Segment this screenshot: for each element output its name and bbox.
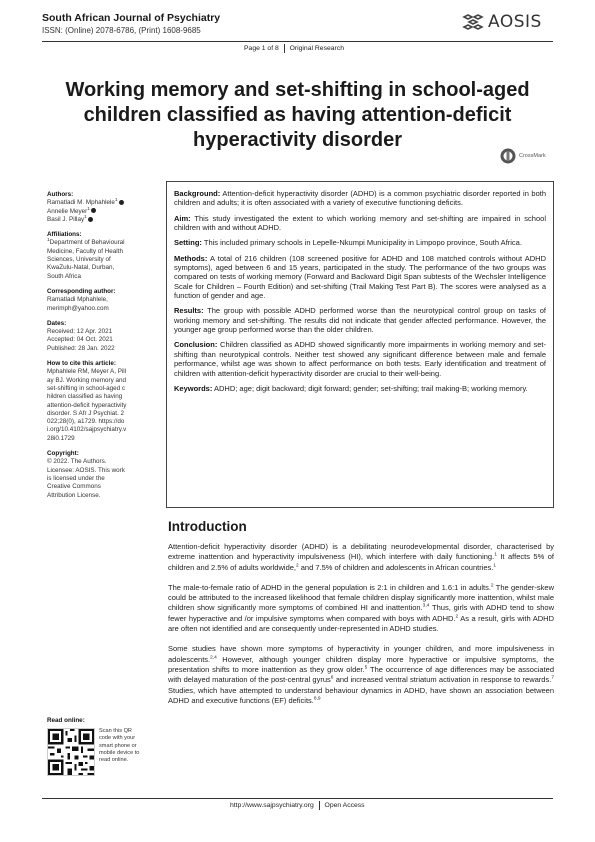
paragraph: Attention-deficit hyperactivity disorder (ADHD) is a debilitating neurodevelopmental disorder, characterised by extreme inattention and hyperactivity impulsiveness (HI), which interfere with daily functioning.$^1$ It affects 5% of children and 2.5% of adults worldwide,$^2$ and 7.5% of children and adolescents in African countries.$^1$ [168, 542, 554, 572]
authors-block [47, 191, 127, 224]
body-text [168, 542, 554, 716]
header-rule [42, 41, 553, 42]
authors-heading: Authors: [47, 191, 74, 198]
open-access-label: Open Access [324, 802, 365, 809]
footer-rule [42, 798, 553, 799]
dates-heading: Dates: [47, 319, 67, 327]
author-1: Ramatladi M. Mphahlele$^1$ [47, 199, 127, 207]
abstract-methods: Methods: A total of 216 children (108 screened positive for ADHD and 108 matched controls without ADHD symptoms), aged between 6 and 15 years, participated in the study. The performance of the two groups was compared on tests of working memory (Forward and Backward Digit Span subtests of the Wechsler Intelligence Scale for Children – Fourth Edition) and set-shifting (Trail Making Test Part B). The scores were analysed as a function of gender and age. [174, 253, 547, 301]
corresponding-email[interactable]: merimph@yahoo.com [47, 304, 109, 312]
issn: ISSN: (Online) 2078-6786, (Print) 1608-9685 [42, 26, 201, 35]
aosis-logo-icon [462, 13, 484, 31]
author-2: Annelie Meyer$^1$ [47, 208, 127, 216]
journal-name: South African Journal of Psychiatry [42, 12, 221, 24]
abstract-background: Background: Attention-deficit hyperactivity disorder (ADHD) is a common psychiatric disorder reported in both children and adults; it is often associated with a variety of executive functioning deficits. [174, 189, 546, 208]
dates-block [47, 320, 127, 353]
read-online-block [47, 717, 147, 776]
article-sidebar [47, 191, 127, 507]
publisher-logo [462, 12, 542, 32]
affiliations-block [47, 231, 127, 281]
date-accepted: Accepted: 04 Oct. 2021 [47, 336, 113, 344]
read-online-heading: Read online: [47, 717, 85, 724]
abstract-conclusion: Conclusion: Children classified as ADHD showed significantly more impairments in working memory and set-shifting than neurotypical controls. Neither test showed any significant difference between male and female performance, whilst age was shown to affect performance on both tests. Early identification and treatment of children with attention-deficit hyperactivity disorder are crucial to their well-being. [174, 340, 546, 378]
orcid-icon[interactable] [91, 208, 96, 213]
page-footer [230, 801, 365, 810]
logo-text: AOSIS [488, 12, 542, 32]
page-header [244, 44, 344, 53]
copyright-block [47, 450, 127, 500]
cite-text: Mphahlele RM, Meyer A, Pillay BJ. Working memory and set-shifting in school-aged children classified as having attention-deficit hyperactivity disorder. S Afr J Psychiat. 2022;28(0), a1729. https://doi.org/10.4102/sajpsychiatry.v28i0.1729 [47, 368, 127, 442]
cite-block [47, 360, 127, 443]
corresponding-block [47, 288, 127, 313]
qr-box [47, 728, 147, 776]
crossmark-badge[interactable] [500, 148, 546, 164]
abstract-results: Results: The group with possible ADHD performed worse than the neurotypical control group on tasks of working memory and set-shifting. The results did not indicate that gender affected performance. However, the younger age group performed worse than the older children. [174, 306, 547, 335]
copyright-heading: Copyright: [47, 450, 79, 458]
abstract-setting: Setting: This included primary schools in Lepelle-Nkumpi Municipality in Limpopo province, South Africa. [174, 238, 522, 248]
copyright-text: © 2022. The Authors. Licensee: AOSIS. This work is licensed under the Creative Commons Attribution License. [47, 458, 125, 499]
abstract-box [166, 181, 554, 508]
cite-heading: How to cite this article: [47, 360, 116, 368]
affiliation-text: $^1$Department of Behavioural Medicine, Faculty of Health Sciences, University of KwaZulu-Natal, Durban, South Africa [47, 238, 125, 280]
paragraph: The male-to-female ratio of ADHD in the general population is 2:1 in children and 1.6:1 in adults.$^2$ The gender-skew could be attributed to the increased likelihood that female children display significantly more inattention, whilst male children show significantly more symptoms of combined HI and inattention.$^{3,4}$ Thus, girls with ADHD tend to show fewer hyperactive and /or impulsive symptoms when compared with boys with ADHD.$^2$ As a result, girls with ADHD are often not identified and are consequently under-represented in ADHD studies. [168, 582, 554, 634]
abstract-keywords: Keywords: ADHD; age; digit backward; digit forward; gender; set-shifting; trail making-B; working memory. [174, 383, 528, 393]
date-published: Published: 28 Jan. 2022 [47, 344, 115, 352]
header-separator [284, 44, 285, 53]
page-number: Page 1 of 8 [244, 45, 279, 52]
paragraph: Some studies have shown more symptoms of hyperactivity in younger children, and more impulsiveness in adolescents.$^{2,4}$ However, although younger children display more hyperactive or impulsive symptoms, the presentation shifts to more inattention as they grow older.$^5$ The occurrence of age differences may be associated with delayed maturation of the post-central gyrus$^6$ and increased ventral striatum activation in response to rewards.$^7$ Studies, which have attempted to understand behaviour dynamics in ADHD, have shown an association between ADHD and executive functions (EF) deficits.$^{8,9}$ [168, 644, 554, 705]
section-heading-introduction: Introduction [168, 519, 247, 534]
qr-code-icon[interactable] [47, 728, 95, 776]
crossmark-label: CrossMark [519, 153, 546, 159]
corresponding-name: Ramatladi Mphahlele, [47, 296, 108, 304]
journal-url[interactable]: http://www.sajpsychiatry.org [230, 802, 314, 809]
orcid-icon[interactable] [119, 200, 124, 205]
abstract-aim: Aim: This study investigated the extent to which working memory and set-shifting are impaired in school children with and without ADHD. [174, 213, 546, 233]
affiliations-heading: Affiliations: [47, 231, 82, 239]
article-title: Working memory and set-shifting in school-aged children classified as having attention-deficit hyperactivity disorder [65, 79, 530, 151]
footer-separator [319, 801, 320, 810]
orcid-icon[interactable] [88, 217, 93, 222]
author-3: Basil J. Pillay$^1$ [47, 216, 127, 224]
date-received: Received: 12 Apr. 2021 [47, 328, 113, 336]
article-type: Original Research [289, 45, 344, 52]
read-online-text: Scan this QR code with your smart phone or mobile device to read online. [99, 728, 140, 764]
crossmark-icon [500, 148, 516, 164]
corresponding-heading: Corresponding author: [47, 287, 116, 295]
